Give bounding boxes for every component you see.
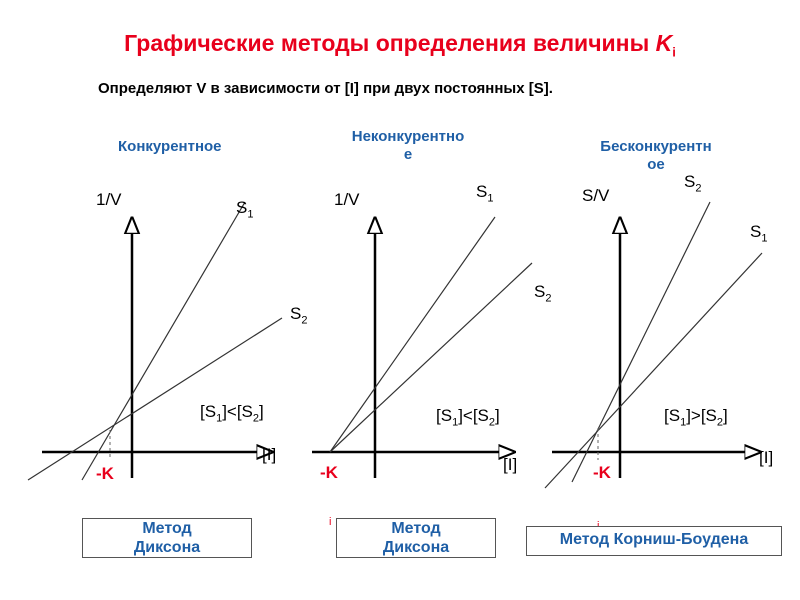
panel-2-s2-label: $S_2$: [534, 282, 552, 305]
panel-1-s2-label: $S_2$: [290, 304, 308, 327]
panel-3-method-line1: Метод Корниш-Боудена: [559, 531, 749, 548]
panel-3-title-line1: Бесконкурентн: [600, 138, 712, 155]
panel-3-s2-label: $S_2$: [684, 172, 702, 195]
panel-3-line-s2: [572, 202, 710, 482]
panel-1-method-line2: Диксона: [133, 539, 201, 556]
panel-1-method-line1: Метод: [142, 520, 192, 537]
panel-1-line-s1: [82, 202, 245, 480]
panel-2-title-line1: Неконкурентно: [351, 128, 465, 145]
panel-2-method-box: [336, 518, 496, 558]
panel-3-s1-label: $S_1$: [750, 222, 768, 245]
panel-2-s1-label: $S_1$: [476, 182, 494, 205]
panel-3-method-box: [526, 526, 782, 556]
panel-3-title: [596, 138, 716, 174]
panel-1-method-box: [82, 518, 252, 558]
panel-3-title-line2: ое: [647, 156, 665, 173]
panel-3-plot: [545, 202, 762, 488]
panel-1-y-axis-label: 1/V: [96, 190, 122, 209]
panel-1-line-s2: [28, 318, 282, 480]
panel-2-method-line1: Метод: [391, 520, 441, 537]
page-subtitle: Определяют V в зависимости от [I] при двух постоянных [S].: [98, 80, 553, 97]
panel-1-intercept: -K: [96, 464, 114, 483]
panel-1-plot: [28, 202, 282, 480]
panel-2-y-axis-label: 1/V: [334, 190, 360, 209]
panel-2-title-line2: е: [403, 146, 413, 163]
panel-2-intercept-sub: i: [329, 516, 332, 528]
panel-1-title: Конкурентное: [118, 138, 222, 155]
title-k: K: [655, 30, 673, 56]
panel-2-plot: [312, 217, 532, 478]
panel-1-relation: $[S_1]<[S_2]$: [200, 402, 264, 425]
panel-1-s1-label: $S_1$: [236, 198, 254, 221]
panel-2-method-line2: Диксона: [382, 539, 450, 556]
panel-3-intercept: -K: [593, 463, 611, 482]
title-text: Графические методы определения величины: [124, 30, 656, 56]
panel-2-x-axis-label: [I]: [503, 455, 518, 474]
panel-2-title: [349, 128, 467, 164]
title-k-subscript: i: [672, 44, 676, 60]
panel-3-relation: $[S_1]>[S_2]$: [664, 406, 728, 429]
panel-2-line-s2: [330, 263, 532, 452]
panel-3-x-axis-label: [I]: [759, 448, 774, 467]
panel-2-relation: $[S_1]<[S_2]$: [436, 406, 500, 429]
panel-3-y-axis-label: S/V: [582, 186, 610, 205]
panel-2-intercept: -K: [320, 463, 338, 482]
panel-1-x-axis-label: [I]: [262, 445, 277, 464]
